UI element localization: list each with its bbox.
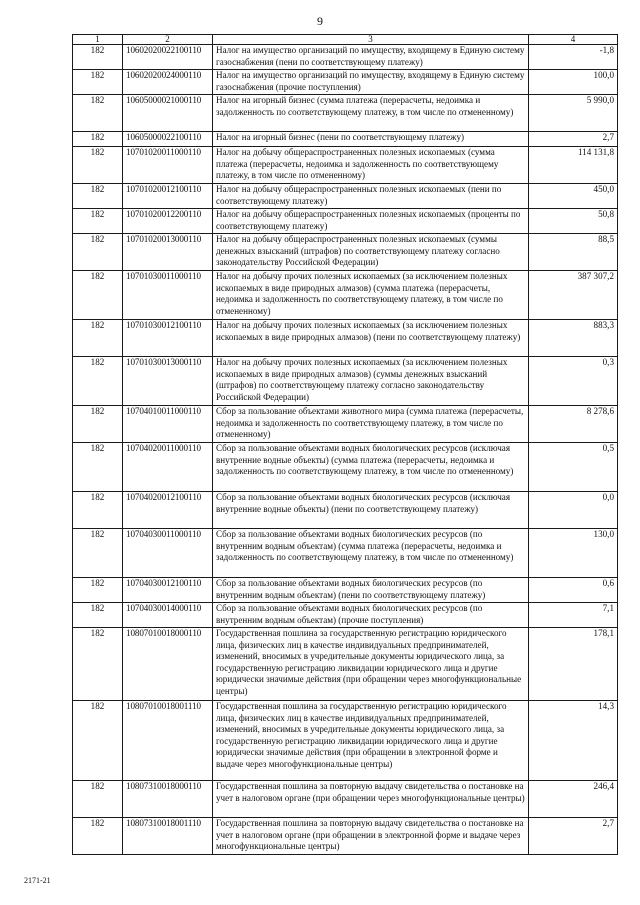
- row-amount: 88,5: [529, 234, 618, 271]
- row-group-code: 182: [73, 234, 123, 271]
- row-budget-code: 10605000021000110: [123, 95, 213, 132]
- revenue-table: [72, 34, 618, 855]
- row-amount: 0,5: [529, 443, 618, 492]
- row-budget-code: 10602020024000110: [123, 70, 213, 95]
- row-amount: 114 131,8: [529, 147, 618, 184]
- row-group-code: 182: [73, 701, 123, 781]
- row-amount: 5 990,0: [529, 95, 618, 132]
- row-budget-code: 10807310018000110: [123, 781, 213, 818]
- column-header: 3: [213, 35, 529, 45]
- row-group-code: 182: [73, 406, 123, 443]
- table-row: [73, 320, 618, 357]
- row-group-code: 182: [73, 603, 123, 628]
- row-amount: 0,0: [529, 492, 618, 529]
- table-row: [73, 406, 618, 443]
- row-description: Налог на добычу общераспространенных полезных ископаемых (суммы денежных взысканий (штрафов) по соответствующему платежу согласно законодательству Российской Федерации): [213, 234, 529, 271]
- footer-code: 2171-21: [24, 876, 51, 885]
- table-row: [73, 209, 618, 234]
- table-row: [73, 603, 618, 628]
- row-description: Налог на добычу прочих полезных ископаемых (за исключением полезных ископаемых в виде природных алмазов) (суммы денежных взысканий (штрафов) по соответствующему платежу согласно законодательству Российской Федерации): [213, 357, 529, 406]
- row-description: Сбор за пользование объектами водных биологических ресурсов (по внутренним водным объектам) (сумма платежа (перерасчеты, недоимка и задолженность по соответствующему платежу, в том числе по отмененному): [213, 529, 529, 578]
- row-group-code: 182: [73, 320, 123, 357]
- row-budget-code: 10704030011000110: [123, 529, 213, 578]
- row-description: Сбор за пользование объектами водных биологических ресурсов (по внутренним водным объектам) (прочие поступления): [213, 603, 529, 628]
- row-amount: 450,0: [529, 184, 618, 209]
- row-budget-code: 10704020012100110: [123, 492, 213, 529]
- row-amount: 246,4: [529, 781, 618, 818]
- table-row: [73, 95, 618, 132]
- row-group-code: 182: [73, 529, 123, 578]
- table-header-row: [73, 35, 618, 45]
- row-group-code: 182: [73, 443, 123, 492]
- row-group-code: 182: [73, 184, 123, 209]
- row-description: Государственная пошлина за государственную регистрацию юридического лица, физических лиц в качестве индивидуальных предпринимателей, изменений, вносимых в учредительные документы юридического лица, за государственную регистрацию ликвидации юридического лица и другие юридически значимые действия (при обращении через многофункциональные центры): [213, 628, 529, 701]
- table-row: [73, 818, 618, 855]
- row-group-code: 182: [73, 147, 123, 184]
- row-description: Налог на добычу прочих полезных ископаемых (за исключением полезных ископаемых в виде природных алмазов) (пени по соответствующему платежу): [213, 320, 529, 357]
- row-description: Сбор за пользование объектами водных биологических ресурсов (исключая внутренние водные объекты) (сумма платежа (перерасчеты, недоимка и задолженность по соответствующему платежу, в том числе по отмененному): [213, 443, 529, 492]
- row-budget-code: 10704010011000110: [123, 406, 213, 443]
- row-group-code: 182: [73, 578, 123, 603]
- row-group-code: 182: [73, 45, 123, 70]
- row-budget-code: 10701020013000110: [123, 234, 213, 271]
- row-description: Налог на добычу общераспространенных полезных ископаемых (пени по соответствующему платежу): [213, 184, 529, 209]
- table-row: [73, 147, 618, 184]
- row-description: Налог на игорный бизнес (сумма платежа (перерасчеты, недоимка и задолженность по соответствующему платежу, в том числе по отмененному): [213, 95, 529, 132]
- row-description: Налог на имущество организаций по имуществу, входящему в Единую систему газоснабжения (прочие поступления): [213, 70, 529, 95]
- table-row: [73, 529, 618, 578]
- row-description: Сбор за пользование объектами животного мира (сумма платежа (перерасчеты, недоимка и задолженность по соответствующему платежу, в том числе по отмененному): [213, 406, 529, 443]
- table-row: [73, 628, 618, 701]
- row-budget-code: 10807010018000110: [123, 628, 213, 701]
- row-amount: 100,0: [529, 70, 618, 95]
- row-budget-code: 10602020022100110: [123, 45, 213, 70]
- row-amount: 8 278,6: [529, 406, 618, 443]
- column-header: 4: [529, 35, 618, 45]
- row-budget-code: 10701030012100110: [123, 320, 213, 357]
- table-row: [73, 132, 618, 147]
- row-group-code: 182: [73, 818, 123, 855]
- table-row: [73, 70, 618, 95]
- row-budget-code: 10704030012100110: [123, 578, 213, 603]
- row-group-code: 182: [73, 357, 123, 406]
- row-description: Сбор за пользование объектами водных биологических ресурсов (исключая внутренние водные объекты) (пени по соответствующему платежу): [213, 492, 529, 529]
- row-amount: 0,6: [529, 578, 618, 603]
- row-group-code: 182: [73, 628, 123, 701]
- row-amount: 0,3: [529, 357, 618, 406]
- row-amount: 2,7: [529, 132, 618, 147]
- row-budget-code: 10701020012100110: [123, 184, 213, 209]
- row-budget-code: 10701030011000110: [123, 271, 213, 320]
- row-description: Налог на добычу прочих полезных ископаемых (за исключением полезных ископаемых в виде природных алмазов) (сумма платежа (перерасчеты, недоимка и задолженность по соответствующему платежу, в том числе по отмененному): [213, 271, 529, 320]
- row-description: Государственная пошлина за государственную регистрацию юридического лица, физических лиц в качестве индивидуальных предпринимателей, изменений, вносимых в учредительные документы юридического лица, за государственную регистрацию ликвидации юридического лица и другие юридически значимые действия (при обращении в электронной форме и выдаче через многофункциональные центры): [213, 701, 529, 781]
- table-row: [73, 492, 618, 529]
- row-budget-code: 10701030013000110: [123, 357, 213, 406]
- row-amount: 883,3: [529, 320, 618, 357]
- row-group-code: 182: [73, 271, 123, 320]
- row-description: Государственная пошлина за повторную выдачу свидетельства о постановке на учет в налоговом органе (при обращении в электронной форме и выдаче через многофункциональные центры): [213, 818, 529, 855]
- row-group-code: 182: [73, 209, 123, 234]
- row-description: Налог на добычу общераспространенных полезных ископаемых (проценты по соответствующему платежу): [213, 209, 529, 234]
- row-description: Налог на игорный бизнес (пени по соответствующему платежу): [213, 132, 529, 147]
- row-budget-code: 10807010018001110: [123, 701, 213, 781]
- row-amount: 14,3: [529, 701, 618, 781]
- table-row: [73, 443, 618, 492]
- row-budget-code: 10704020011000110: [123, 443, 213, 492]
- row-group-code: 182: [73, 492, 123, 529]
- row-amount: 50,8: [529, 209, 618, 234]
- row-budget-code: 10605000022100110: [123, 132, 213, 147]
- column-header: 2: [123, 35, 213, 45]
- row-budget-code: 10701020012200110: [123, 209, 213, 234]
- table-row: [73, 271, 618, 320]
- row-description: Государственная пошлина за повторную выдачу свидетельства о постановке на учет в налоговом органе (при обращении через многофункциональные центры): [213, 781, 529, 818]
- row-amount: 178,1: [529, 628, 618, 701]
- row-amount: 2,7: [529, 818, 618, 855]
- table-row: [73, 701, 618, 781]
- table-row: [73, 45, 618, 70]
- row-amount: 7,1: [529, 603, 618, 628]
- table-row: [73, 578, 618, 603]
- table-row: [73, 781, 618, 818]
- row-budget-code: 10704030014000110: [123, 603, 213, 628]
- row-group-code: 182: [73, 132, 123, 147]
- table-row: [73, 184, 618, 209]
- column-header: 1: [73, 35, 123, 45]
- table-row: [73, 357, 618, 406]
- table-row: [73, 234, 618, 271]
- row-description: Сбор за пользование объектами водных биологических ресурсов (по внутренним водным объектам) (пени по соответствующему платежу): [213, 578, 529, 603]
- page-number: 9: [317, 14, 323, 28]
- row-group-code: 182: [73, 95, 123, 132]
- row-description: Налог на добычу общераспространенных полезных ископаемых (сумма платежа (перерасчеты, недоимка и задолженность по соответствующему платежу, в том числе по отмененному): [213, 147, 529, 184]
- row-group-code: 182: [73, 70, 123, 95]
- row-description: Налог на имущество организаций по имуществу, входящему в Единую систему газоснабжения (пени по соответствующему платежу): [213, 45, 529, 70]
- row-budget-code: 10701020011000110: [123, 147, 213, 184]
- row-amount: -1,8: [529, 45, 618, 70]
- row-amount: 130,0: [529, 529, 618, 578]
- row-amount: 387 307,2: [529, 271, 618, 320]
- row-budget-code: 10807310018001110: [123, 818, 213, 855]
- row-group-code: 182: [73, 781, 123, 818]
